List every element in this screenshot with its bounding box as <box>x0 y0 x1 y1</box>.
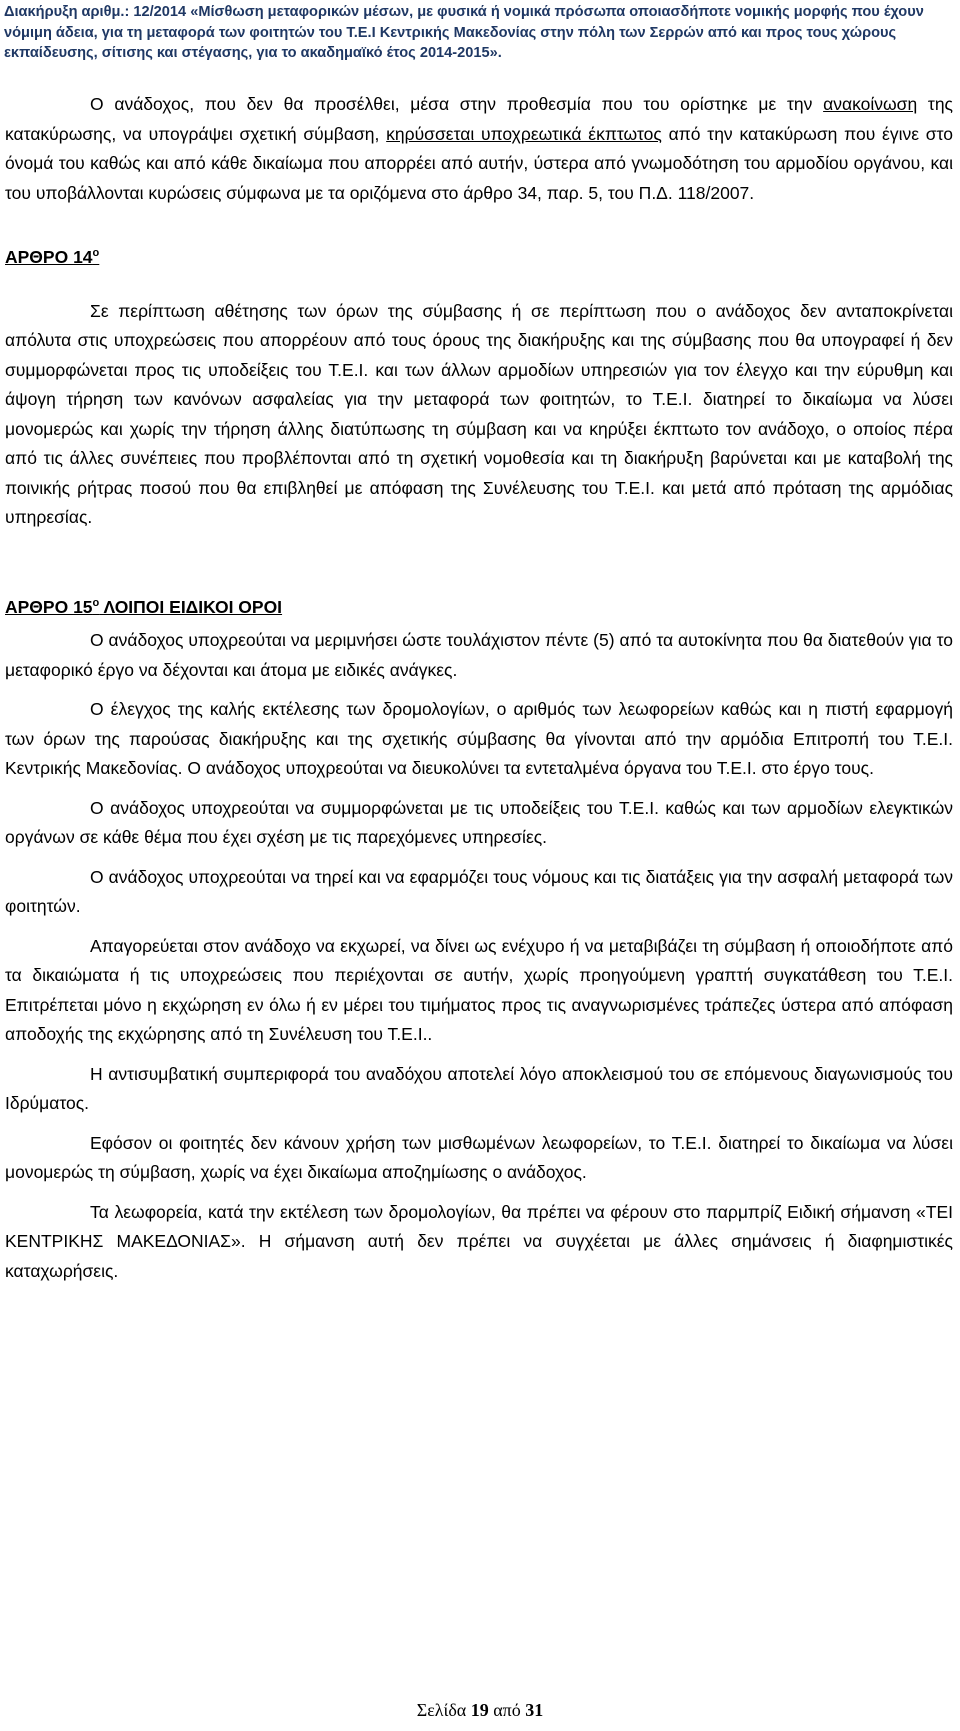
article-15-title-pre: ΑΡΘΡΟ 15 <box>5 596 93 617</box>
article-14-sup: ο <box>92 247 100 260</box>
article-15-heading <box>5 593 953 623</box>
footer-total-pages: 31 <box>525 1700 544 1720</box>
page-footer <box>0 1700 960 1721</box>
article-15-paragraph-3: Ο ανάδοχος υποχρεούται να συμμορφώνεται με τις υποδείξεις του Τ.Ε.Ι. καθώς και των αρμοδίων ελεγκτικών οργάνων σε κάθε θέμα που έχει σχέση με τις παρεχόμενες υπηρεσίες. <box>5 797 953 847</box>
article-15-paragraph-2: Ο έλεγχος της καλής εκτέλεσης των δρομολογίων, ο αριθμός των λεωφορείων καθώς και η πιστή εφαρμογή των όρων της παρούσας διακήρυξης και της σχετικής σύμβασης θα γίνονται από την αρμόδια Επιτροπή του Τ.Ε.Ι. Κεντρικής Μακεδονίας. Ο ανάδοχος υποχρεούται να διευκολύνει τα εντεταλμένα όργανα του Τ.Ε.Ι. στο έργο τους. <box>5 699 953 778</box>
article-15-paragraph-5: Απαγορεύεται στον ανάδοχο να εκχωρεί, να δίνει ως ενέχυρο ή να μεταβιβάζει τη σύμβαση ή οποιοδήποτε από τα δικαιώματα ή τις υποχρεώσεις που περιέχονται σε αυτήν, χωρίς προηγούμενη γραπτή συγκατάθεση του Τ.Ε.Ι. Επιτρέπεται μόνο η εκχώρηση εν όλω ή εν μέρει του τιμήματος προς τις αναγνωρισμένες τράπεζες ύστερα από απόφαση αποδοχής της εκχώρησης από τη Συνέλευση του Τ.Ε.Ι.. <box>5 935 953 1044</box>
article-14-title: ΑΡΘΡΟ 14 <box>5 247 93 267</box>
article-15-title-post: ΛΟΙΠΟΙ ΕΙΔΙΚΟΙ ΟΡΟΙ <box>99 596 283 617</box>
footer-prefix: Σελίδα <box>416 1700 471 1720</box>
header-text: Διακήρυξη αριθμ.: 12/2014 «Μίσθωση μεταφορικών μέσων, με φυσικά ή νομικά πρόσωπα οποιασδήποτε νομικής μορφής που έχουν νόμιμη άδεια, για τη μεταφορά των φοιτητών του Τ.Ε.Ι Κεντρικής Μακεδονίας στην πόλη των Σερρών από και προς τους χώρους εκπαίδευσης, σίτισης και στέγασης, για το ακαδημαϊκό έτος 2014-2015». <box>4 4 924 61</box>
article-15-paragraph-6: Η αντισυμβατική συμπεριφορά του αναδόχου αποτελεί λόγο αποκλεισμού του σε επόμενους διαγωνισμούς του Ιδρύματος. <box>5 1063 953 1113</box>
article-15-paragraph-7: Εφόσον οι φοιτητές δεν κάνουν χρήση των μισθωμένων λεωφορείων, το Τ.Ε.Ι. διατηρεί το δικαίωμα να λύσει μονομερώς τη σύμβαση, χωρίς να έχει δικαίωμα αποζημίωσης ο ανάδοχος. <box>5 1132 953 1182</box>
article-14-paragraph: Σε περίπτωση αθέτησης των όρων της σύμβασης ή σε περίπτωση που ο ανάδοχος δεν ανταποκρίνεται απόλυτα στις υποχρεώσεις που απορρέουν από τους όρους της διακήρυξης και της σύμβασης που θα υπογραφεί ή δεν συμμορφώνεται προς τις υποδείξεις του Τ.Ε.Ι. και των άλλων αρμοδίων υπηρεσιών για τον έλεγχο και την εύρυθμη και άψογη τήρηση των κανόνων ασφαλείας για την μεταφορά των φοιτητών, το Τ.Ε.Ι. διατηρεί το δικαίωμα να λύσει μονομερώς και χωρίς την τήρηση άλλης διατύπωσης τη σύμβαση και να κηρύξει έκπτωτο τον ανάδοχο, ο οποίος πέρα από τις άλλες συνέπειες που προβλέπονται από τη σχετική νομοθεσία και τη διακήρυξη βαρύνεται και με καταβολή της ποινικής ρήτρας ποσού που θα επιβληθεί με απόφαση της Συνέλευσης του Τ.Ε.Ι. και μετά από πρόταση της αρμόδιας υπηρεσίας. <box>5 300 953 527</box>
article-15-paragraph-4: Ο ανάδοχος υποχρεούται να τηρεί και να εφαρμόζει τους νόμους και τις διατάξεις για την ασφαλή μεταφορά των φοιτητών. <box>5 866 953 916</box>
document-header <box>4 2 954 64</box>
article-15-sup: ο <box>92 596 100 609</box>
intro-link-forfeit: κηρύσσεται υποχρεωτικά έκπτωτος <box>386 123 662 144</box>
footer-page-number: 19 <box>470 1700 489 1720</box>
article-14-heading <box>5 243 953 273</box>
intro-link-announcement: ανακοίνωση <box>823 94 918 114</box>
article-15-paragraph-1: Ο ανάδοχος υποχρεούται να μεριμνήσει ώστε τουλάχιστον πέντε (5) από τα αυτοκίνητα που θα διατεθούν για το μεταφορικό έργο να δέχονται και άτομα με ειδικές ανάγκες. <box>5 630 953 680</box>
article-15-paragraph-8: Τα λεωφορεία, κατά την εκτέλεση των δρομολογίων, θα πρέπει να φέρουν στο παρμπρίζ Ειδική σήμανση «ΤΕΙ ΚΕΝΤΡΙΚΗΣ ΜΑΚΕΔΟΝΙΑΣ». Η σήμανση αυτή δεν πρέπει να συγχέεται με άλλες σημάνσεις ή διαφημιστικές καταχωρήσεις. <box>5 1201 953 1281</box>
document-body <box>5 90 953 1286</box>
intro-part3: από την κατακύρωση που έγινε στο όνομά του καθώς και από κάθε δικαίωμα που απορρέει από αυτήν, ύστερα από γνωμοδότηση του αρμοδίου οργάνου, και του υποβάλλονται κυρώσεις σύμφωνα με τα οριζόμενα στο άρθρο 34, παρ. 5, του Π.Δ. 118/2007. <box>5 123 953 203</box>
intro-part2: της κατακύρωσης, να υπογράψει σχετική σύμβαση, <box>5 94 953 144</box>
intro-part1: Ο ανάδοχος, που δεν θα προσέλθει, μέσα στην προθεσμία που του ορίστηκε με την <box>90 94 824 114</box>
footer-middle: από <box>488 1700 526 1720</box>
intro-paragraph <box>5 90 953 208</box>
